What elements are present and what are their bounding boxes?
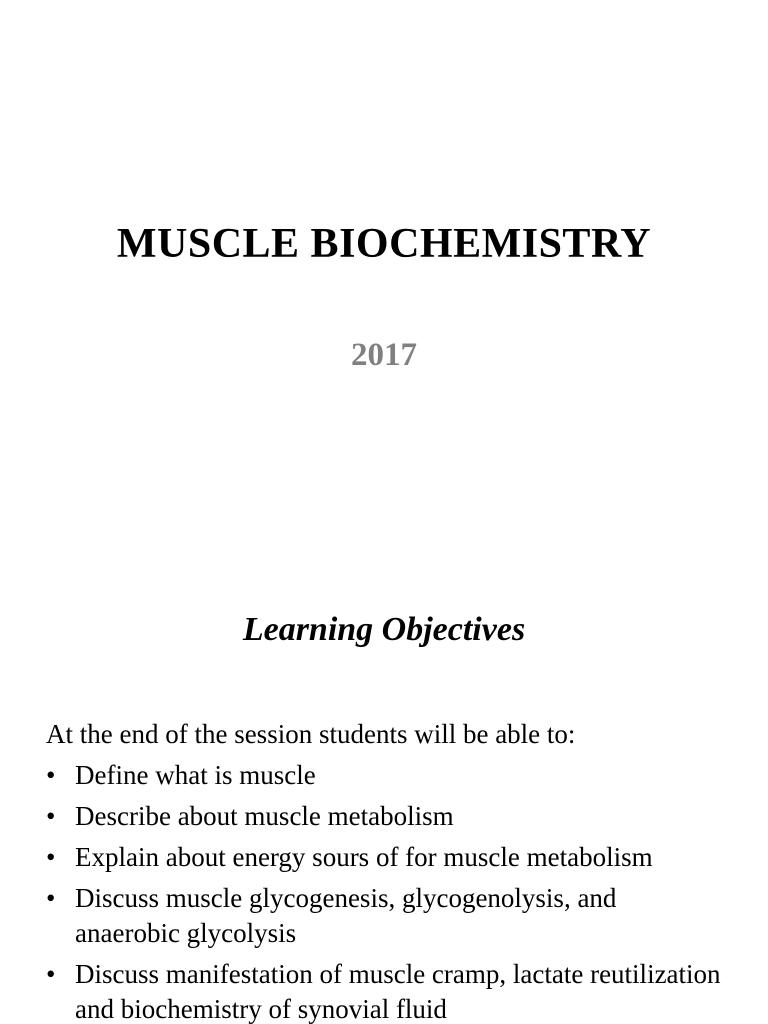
list-item (46, 957, 726, 1024)
objectives-slide (0, 576, 768, 1024)
bullet-icon: • (46, 959, 56, 989)
objective-text: Explain about energy sours of for muscle metabolism (75, 842, 653, 872)
intro-text: At the end of the session students will be able to: (46, 719, 576, 749)
slide-heading: Learning Objectives (242, 611, 526, 648)
list-item (46, 840, 726, 875)
bullet-icon: • (46, 842, 56, 872)
slide-subtitle: 2017 (351, 337, 417, 373)
objective-text: Discuss manifestation of muscle cramp, lactate reutilization and biochemistry of synovial fluid (75, 959, 721, 1024)
objective-text: Describe about muscle metabolism (75, 801, 454, 831)
objective-text: Define what is muscle (75, 760, 316, 790)
bullet-icon: • (46, 883, 56, 913)
bullet-icon: • (46, 801, 56, 831)
objective-text: Discuss muscle glycogenesis, glycogenolysis, and anaerobic glycolysis (75, 883, 617, 948)
list-item (46, 881, 726, 951)
objectives-list (46, 758, 726, 1024)
list-item (46, 799, 726, 834)
slide-title: MUSCLE BIOCHEMISTRY (116, 221, 652, 267)
list-item (46, 758, 726, 793)
bullet-icon: • (46, 760, 56, 790)
